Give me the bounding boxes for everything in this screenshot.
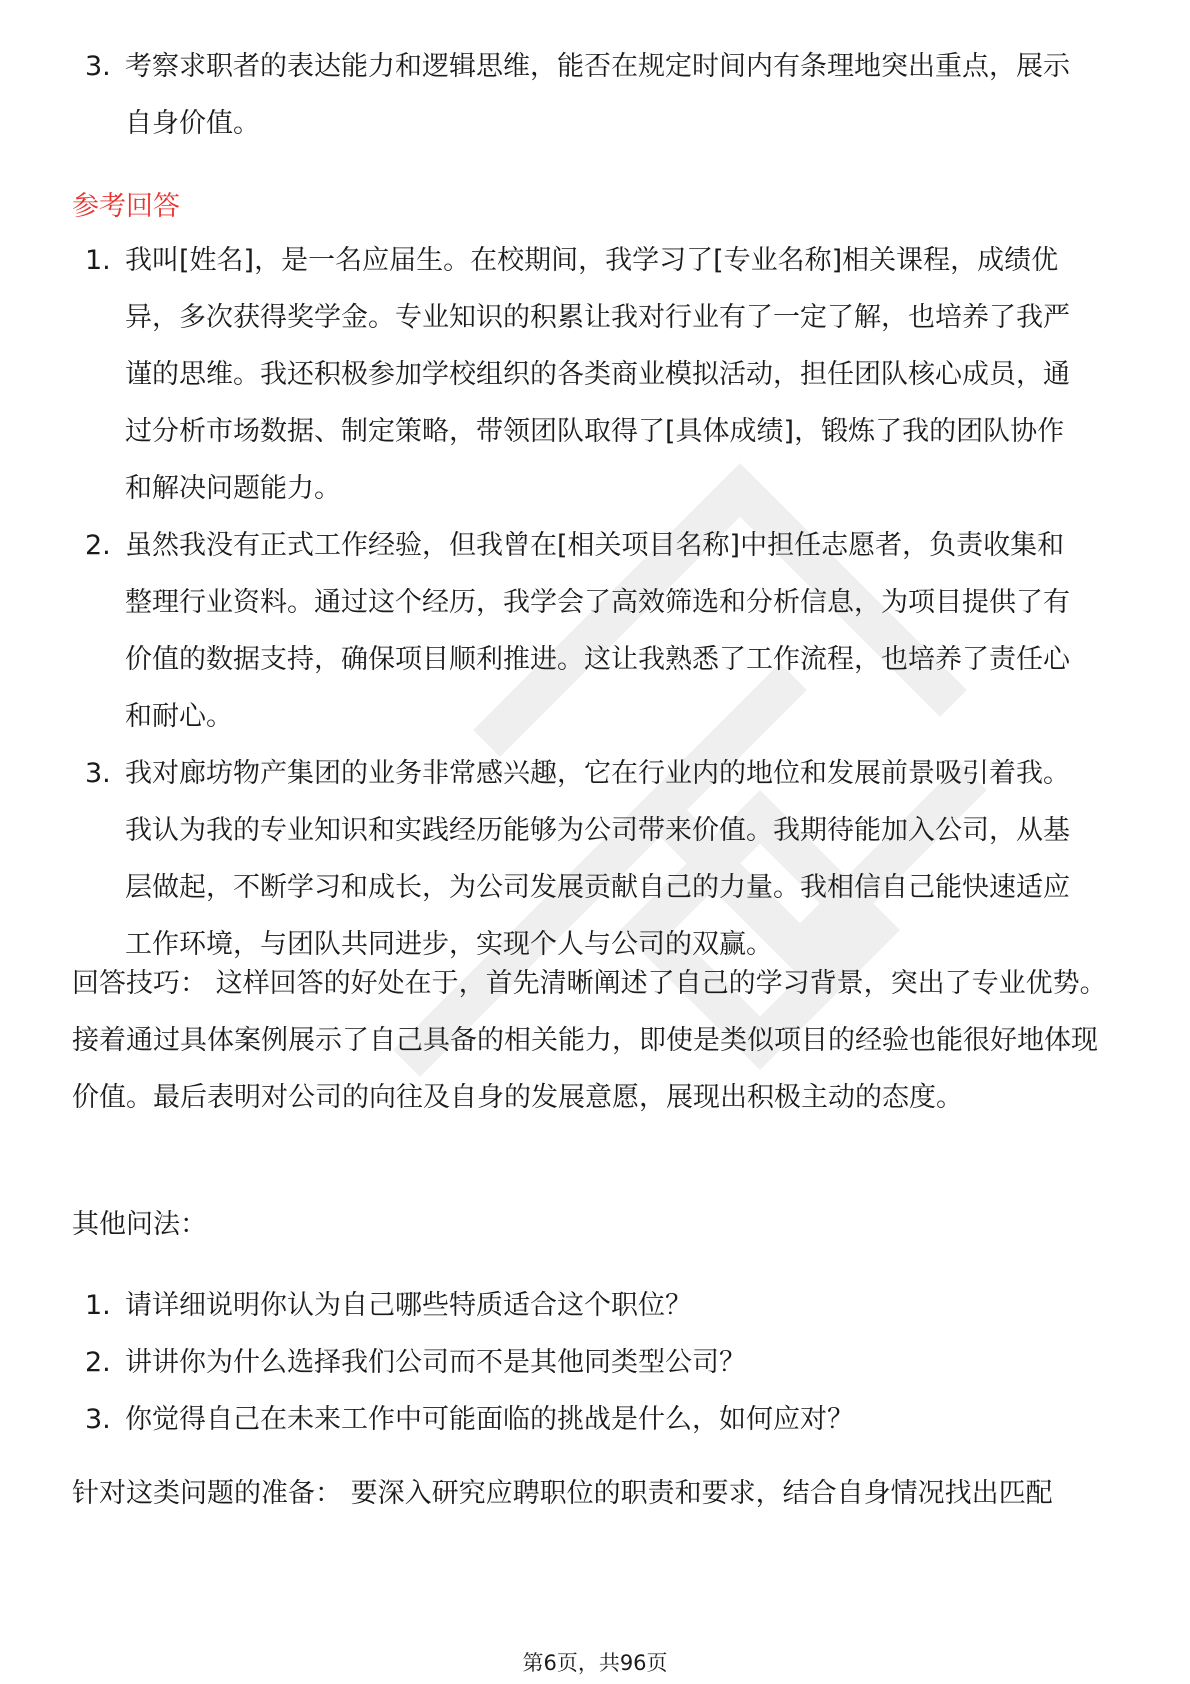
other-questions-heading: 其他问法： [72, 1209, 207, 1240]
list-item [0, 1277, 1190, 1334]
list-item [0, 1391, 1190, 1448]
intro-list [0, 38, 1190, 152]
list-item-text: 请详细说明你认为自己哪些特质适合这个职位？ [125, 1290, 692, 1321]
list-number: 1. [85, 1290, 111, 1321]
list-item-text: 虽然我没有正式工作经验，但我曾在[相关项目名称]中担任志愿者，负责收集和整理行业资料。通过这个经历，我学会了高效筛选和分析信息，为项目提供了有价值的数据支持，确保项目顺利推进。这让我熟悉了工作流程，也培养了责任心和耐心。 [125, 530, 1070, 732]
answer-list [0, 232, 1190, 973]
list-item-text: 考察求职者的表达能力和逻辑思维，能否在规定时间内有条理地突出重点，展示自身价值。 [125, 51, 1070, 139]
list-number: 2. [85, 1347, 111, 1378]
list-item [0, 517, 1190, 745]
answer-tips: 回答技巧： 这样回答的好处在于，首先清晰阐述了自己的学习背景，突出了专业优势。接着通过具体案例展示了自己具备的相关能力，即使是类似项目的经验也能很好地体现价值。最后表明对公司的向往及自身的发展意愿，展现出积极主动的态度。 [72, 968, 1107, 1113]
list-item [0, 1334, 1190, 1391]
reference-answer-heading: 参考回答 [72, 191, 180, 222]
list-item-text: 你觉得自己在未来工作中可能面临的挑战是什么，如何应对？ [125, 1404, 854, 1435]
list-item-text: 讲讲你为什么选择我们公司而不是其他同类型公司？ [125, 1347, 746, 1378]
list-number: 3. [85, 758, 111, 789]
list-number: 3. [85, 1404, 111, 1435]
list-number: 3. [85, 51, 111, 82]
list-item [0, 745, 1190, 973]
list-number: 2. [85, 530, 111, 561]
preparation-text: 针对这类问题的准备： 要深入研究应聘职位的职责和要求，结合自身情况找出匹配 [72, 1478, 1053, 1509]
other-questions-list [0, 1277, 1190, 1448]
list-item [0, 232, 1190, 517]
list-item [0, 38, 1190, 152]
list-item-text: 我叫[姓名]，是一名应届生。在校期间，我学习了[专业名称]相关课程，成绩优异，多次获得奖学金。专业知识的积累让我对行业有了一定了解，也培养了我严谨的思维。我还积极参加学校组织的各类商业模拟活动，担任团队核心成员，通过分析市场数据、制定策略，带领团队取得了[具体成绩]，锻炼了我的团队协作和解决问题能力。 [125, 245, 1070, 504]
list-item-text: 我对廊坊物产集团的业务非常感兴趣，它在行业内的地位和发展前景吸引着我。我认为我的专业知识和实践经历能够为公司带来价值。我期待能加入公司，从基层做起，不断学习和成长，为公司发展贡献自己的力量。我相信自己能快速适应工作环境，与团队共同进步，实现个人与公司的双赢。 [125, 758, 1070, 960]
list-number: 1. [85, 245, 111, 276]
page-footer: 第6页，共96页 [522, 1651, 668, 1675]
